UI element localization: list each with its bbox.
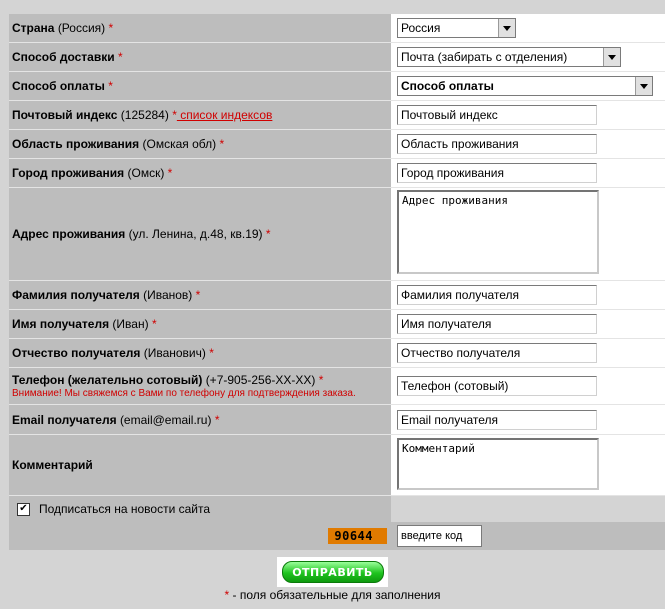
order-form <box>9 14 665 550</box>
row-region: Область проживания (Омская обл) * Область проживания <box>9 130 665 159</box>
row-lastname: Фамилия получателя (Иванов) * Фамилия получателя <box>9 281 665 310</box>
firstname-label: Имя получателя <box>12 317 110 331</box>
row-subscribe <box>9 496 665 522</box>
country-hint: (Россия) <box>57 21 106 35</box>
region-field[interactable] <box>397 134 597 154</box>
subscribe-label: Подписаться на новости сайта <box>39 502 211 516</box>
country-select[interactable]: Россия <box>397 18 516 38</box>
row-country <box>9 14 665 43</box>
submit-area <box>277 557 388 587</box>
phone-field[interactable] <box>397 376 597 396</box>
row-firstname: Имя получателя (Иван) * Имя получателя <box>9 310 665 339</box>
firstname-field[interactable] <box>397 314 597 334</box>
delivery-label: Способ доставки <box>12 50 115 64</box>
comment-textarea[interactable] <box>397 438 599 490</box>
row-postal: Почтовый индекс (125284) * список индексов Почтовый индекс <box>9 101 665 130</box>
city-field[interactable] <box>397 163 597 183</box>
phone-warning: Внимание! Мы свяжемся с Вами по телефону для подтверждения заказа. <box>12 388 356 399</box>
row-captcha <box>9 522 665 550</box>
postal-label: Почтовый индекс <box>12 108 118 122</box>
lastname-label: Фамилия получателя <box>12 288 140 302</box>
row-email: Email получателя (email@email.ru) * Email получателя <box>9 405 665 435</box>
delivery-select[interactable]: Почта (забирать с отделения) <box>397 47 621 67</box>
required-footnote: * - поля обязательные для заполнения <box>224 588 441 602</box>
chevron-down-icon[interactable] <box>603 48 620 66</box>
region-label: Область проживания <box>12 137 140 151</box>
required-mark: * <box>108 21 114 35</box>
payment-select[interactable]: Способ оплаты <box>397 76 653 96</box>
postal-field[interactable] <box>397 105 597 125</box>
postal-index-list-link[interactable]: список индексов <box>176 108 273 122</box>
address-label: Адрес проживания <box>12 227 126 241</box>
city-label: Город проживания <box>12 166 125 180</box>
comment-label: Комментарий <box>12 458 93 472</box>
row-delivery: Способ доставки * Почта (забирать с отделения) <box>9 43 665 72</box>
row-comment <box>9 435 665 496</box>
payment-label: Способ оплаты <box>12 79 105 93</box>
captcha-code-field[interactable] <box>397 525 482 547</box>
email-label: Email получателя <box>12 412 117 427</box>
lastname-field[interactable] <box>397 285 597 305</box>
patronymic-label: Отчество получателя <box>12 346 141 360</box>
country-label: Страна <box>12 21 55 35</box>
phone-label: Телефон (желательно сотовый) <box>12 373 203 387</box>
captcha-image: 90644 <box>328 528 387 544</box>
row-address: Адрес проживания (ул. Ленина, д.48, кв.19) * Адрес проживания <box>9 188 665 281</box>
patronymic-field[interactable] <box>397 343 597 363</box>
chevron-down-icon[interactable] <box>635 77 652 95</box>
row-payment: Способ оплаты * Способ оплаты <box>9 72 665 101</box>
row-city: Город проживания (Омск) * Город проживания <box>9 159 665 188</box>
submit-button[interactable]: ОТПРАВИТЬ <box>282 561 384 583</box>
address-textarea[interactable] <box>397 190 599 274</box>
row-patronymic: Отчество получателя (Иванович) * Отчество получателя <box>9 339 665 368</box>
chevron-down-icon[interactable] <box>498 19 515 37</box>
subscribe-checkbox[interactable]: ✔ <box>17 503 30 516</box>
email-field[interactable] <box>397 410 597 430</box>
row-phone: Телефон (желательно сотовый) (+7-905-256-XX-XX) * Внимание! Мы свяжемся с Вами по телефону для подтверждения заказа. Телефон (сотовый) <box>9 368 665 405</box>
